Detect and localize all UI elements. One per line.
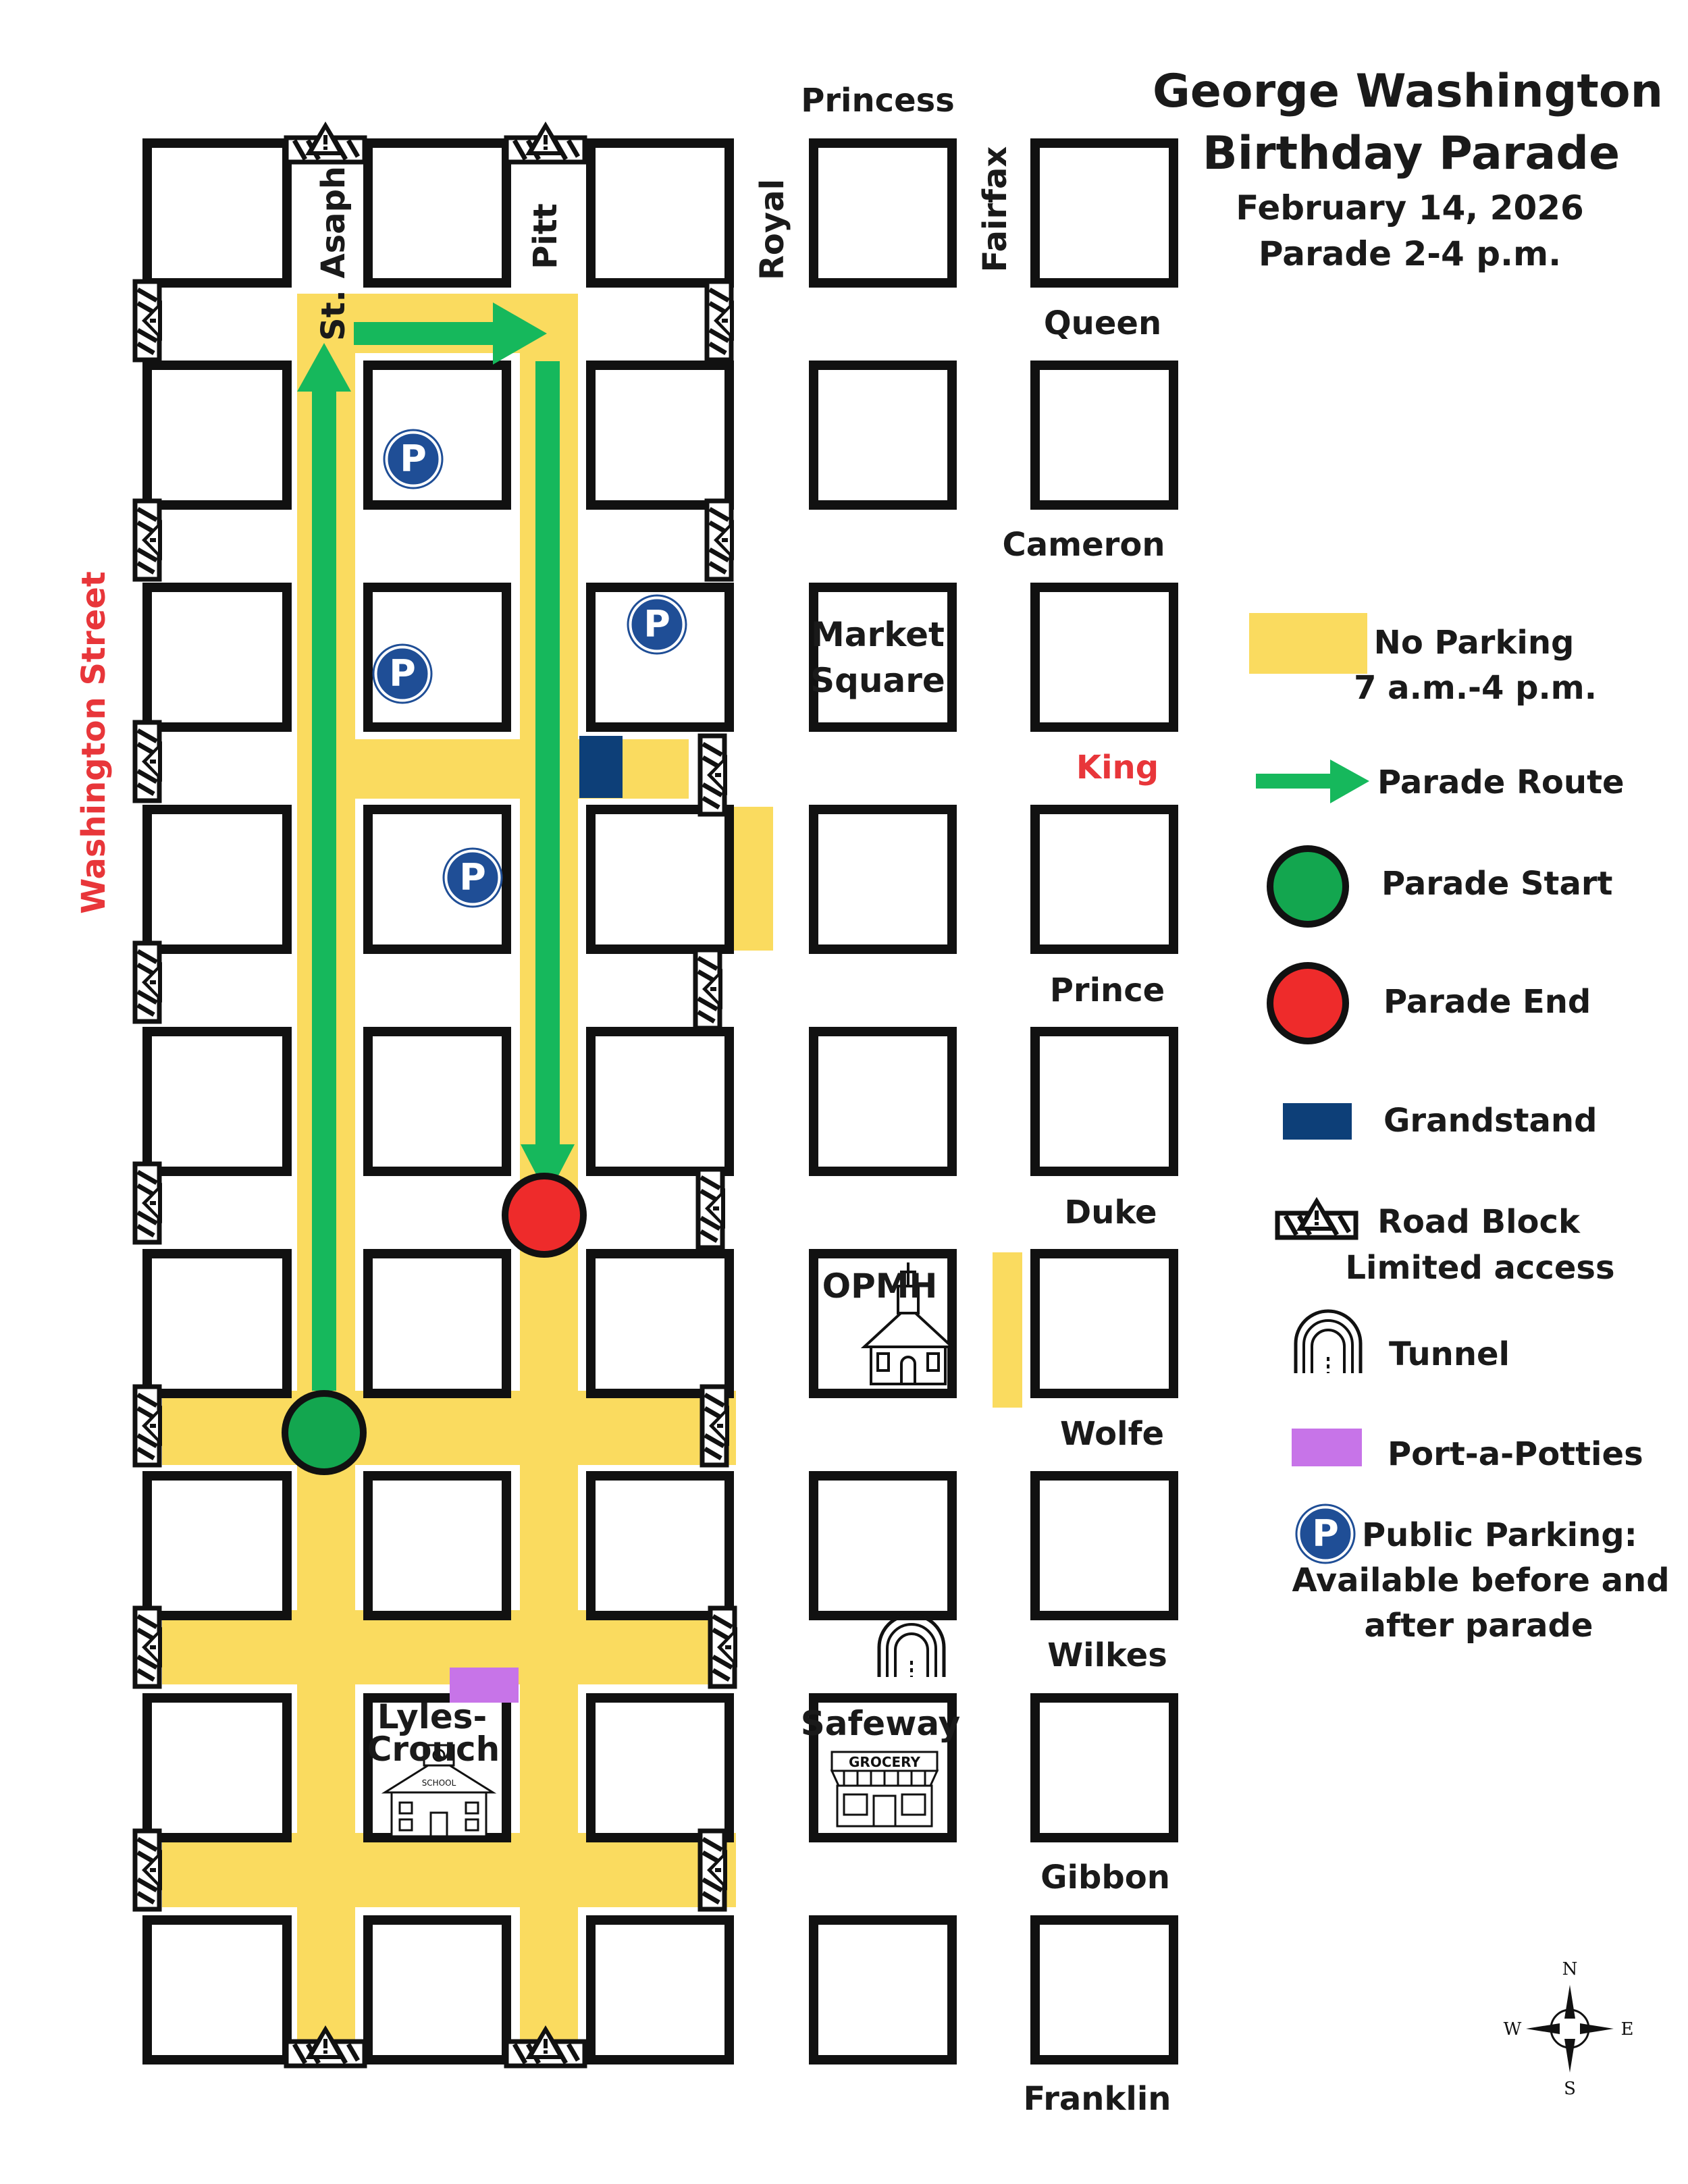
city-block — [147, 1698, 287, 1838]
city-block — [814, 1476, 952, 1616]
city-block — [147, 1476, 287, 1616]
city-block — [591, 1920, 729, 2060]
city-block — [591, 1476, 729, 1616]
city-block — [147, 1254, 287, 1393]
city-block — [1035, 587, 1173, 727]
svg-text:P: P — [643, 603, 670, 645]
compass-w: W — [1503, 2019, 1522, 2040]
svg-text:P: P — [389, 652, 416, 695]
street-king: King — [1076, 749, 1159, 787]
public-parking-3 — [373, 645, 431, 703]
city-block — [591, 143, 729, 283]
street-fairfax: Fairfax — [976, 146, 1014, 273]
city-block — [368, 365, 506, 505]
legend-grandstand-swatch — [1283, 1103, 1352, 1140]
lyles-crouch-label-2: Crouch — [367, 1730, 500, 1769]
city-block — [147, 1032, 287, 1171]
city-block — [1035, 143, 1173, 283]
street-royal: Royal — [754, 178, 791, 281]
compass-icon — [1504, 1959, 1634, 2099]
legend-parade-end-marker — [1270, 965, 1346, 1041]
city-block — [814, 587, 952, 727]
grandstand — [579, 736, 623, 798]
opmh-label: OPMH — [822, 1267, 938, 1306]
legend-road-block-label-1: Road Block — [1377, 1203, 1580, 1241]
lyles-crouch-label-1: Lyles- — [377, 1697, 487, 1736]
street-duke: Duke — [1064, 1194, 1157, 1231]
street-cameron: Cameron — [1002, 526, 1165, 564]
city-block — [814, 1032, 952, 1171]
city-block — [368, 1032, 506, 1171]
legend-port-a-potties-swatch — [1292, 1429, 1362, 1466]
legend-no-parking-label-2: 7 a.m.-4 p.m. — [1354, 669, 1597, 707]
svg-text:SCHOOL: SCHOOL — [421, 1778, 456, 1788]
street-princess: Princess — [801, 82, 955, 119]
city-block — [1035, 365, 1173, 505]
city-block — [368, 143, 506, 283]
city-block — [147, 809, 287, 949]
city-block — [1035, 1254, 1173, 1393]
city-block — [1035, 1032, 1173, 1171]
street-prince: Prince — [1049, 971, 1165, 1009]
city-block — [368, 1254, 506, 1393]
parade-time: Parade 2-4 p.m. — [1258, 234, 1562, 273]
legend-parade-start-marker — [1270, 849, 1346, 924]
legend-road-block-label-2: Limited access — [1345, 1249, 1615, 1287]
city-block — [814, 365, 952, 505]
legend-parade-start-label: Parade Start — [1381, 865, 1613, 903]
city-block — [1035, 1698, 1173, 1838]
city-block — [1035, 1476, 1173, 1616]
public-parking-4 — [444, 849, 502, 907]
parade-start-marker — [285, 1393, 363, 1472]
legend-public-parking-label-1: Public Parking: — [1362, 1516, 1637, 1554]
city-block — [814, 1920, 952, 2060]
public-parking-1 — [384, 430, 442, 488]
safeway-label: Safeway — [800, 1704, 961, 1743]
compass-e: E — [1620, 2019, 1634, 2040]
city-block — [591, 365, 729, 505]
tunnel-icon — [879, 1615, 944, 1677]
street-queen: Queen — [1043, 304, 1162, 342]
legend-parade-end-label: Parade End — [1383, 983, 1591, 1021]
street-st-asaph: St. Asaph — [315, 165, 352, 341]
parade-date: February 14, 2026 — [1236, 188, 1584, 228]
street-wolfe: Wolfe — [1059, 1415, 1165, 1453]
city-block — [147, 587, 287, 727]
city-block — [591, 1032, 729, 1171]
street-washington: Washington Street — [75, 571, 113, 914]
city-block — [1035, 809, 1173, 949]
city-block — [591, 1254, 729, 1393]
legend-no-parking-swatch — [1249, 613, 1367, 674]
legend-public-parking-label-3: after parade — [1364, 1607, 1593, 1645]
street-franklin: Franklin — [1023, 2080, 1171, 2118]
title-line-1: George Washington — [1152, 65, 1664, 118]
compass-n: N — [1562, 1959, 1578, 1979]
legend-no-parking-label-1: No Parking — [1373, 624, 1575, 662]
market-square-label-1: Market — [811, 615, 945, 654]
svg-text:GROCERY: GROCERY — [849, 1754, 920, 1770]
street-pitt: Pitt — [527, 203, 564, 269]
city-block — [147, 1920, 287, 2060]
legend-public-parking-label-2: Available before and — [1292, 1562, 1670, 1599]
legend-road-block-icon — [1277, 1197, 1356, 1237]
street-wilkes: Wilkes — [1047, 1636, 1167, 1674]
title-line-2: Birthday Parade — [1202, 127, 1620, 180]
legend-parade-route-arrow — [1256, 760, 1369, 803]
city-block — [591, 1698, 729, 1838]
svg-text:P: P — [400, 437, 427, 480]
city-block — [814, 809, 952, 949]
svg-text:P: P — [1312, 1512, 1339, 1555]
legend-public-parking-icon — [1296, 1505, 1354, 1563]
city-block — [368, 1476, 506, 1616]
grocery-store-icon — [832, 1752, 937, 1826]
svg-text:P: P — [459, 856, 486, 899]
city-block — [147, 143, 287, 283]
parade-end-marker — [505, 1176, 583, 1254]
city-block — [147, 365, 287, 505]
city-block — [1035, 1920, 1173, 2060]
legend-parade-route-label: Parade Route — [1377, 764, 1625, 801]
legend-tunnel-icon — [1296, 1311, 1361, 1373]
legend — [1249, 613, 1670, 1645]
market-square-label-2: Square — [810, 661, 945, 700]
street-gibbon: Gibbon — [1040, 1859, 1170, 1896]
legend-grandstand-label: Grandstand — [1383, 1102, 1598, 1140]
legend-port-a-potties-label: Port-a-Potties — [1388, 1435, 1643, 1473]
city-block — [814, 143, 952, 283]
public-parking-2 — [628, 595, 686, 654]
legend-tunnel-label: Tunnel — [1389, 1335, 1510, 1373]
city-block — [591, 809, 729, 949]
city-block — [368, 1920, 506, 2060]
compass-s: S — [1564, 2079, 1576, 2099]
